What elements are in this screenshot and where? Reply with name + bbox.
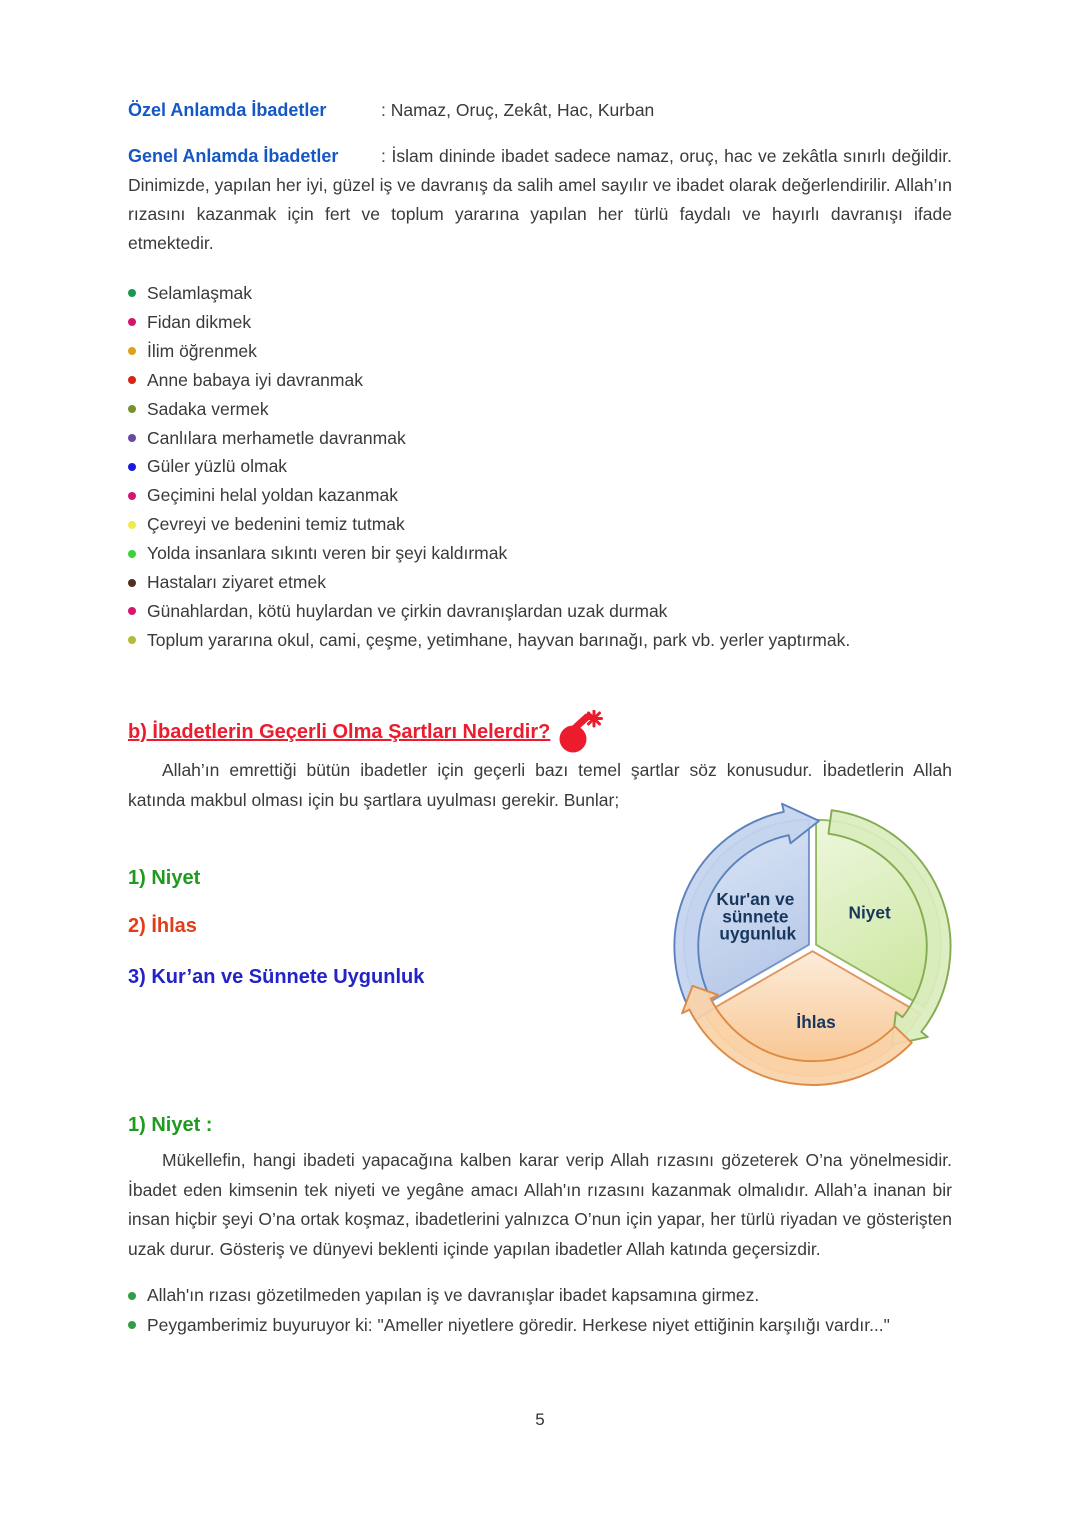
list-item — [128, 366, 958, 395]
bullet-icon — [128, 492, 136, 500]
bullet-icon — [128, 318, 136, 326]
list-item-text: Çevreyi ve bedenini temiz tutmak — [147, 514, 405, 535]
definition-ozel-label: Özel Anlamda İbadetler — [128, 100, 327, 120]
list-item — [128, 1281, 968, 1311]
list-item — [128, 337, 958, 366]
bullet-icon — [128, 1321, 136, 1329]
section-b-heading: b) İbadetlerin Geçerli Olma Şartları Nelerdir? — [128, 720, 551, 743]
worship-conditions-cycle-diagram — [634, 766, 991, 1123]
list-item-text: Günahlardan, kötü huylardan ve çirkin davranışlardan uzak durmak — [147, 600, 668, 621]
condition-item-ihlas: 2) İhlas — [128, 915, 197, 937]
list-item-text: Geçimini helal yoldan kazanmak — [147, 485, 398, 506]
bullet-icon — [128, 434, 136, 442]
bullet-icon — [128, 579, 136, 587]
bullet-icon — [128, 636, 136, 644]
list-item-text: Fidan dikmek — [147, 311, 252, 332]
list-item-text: Peygamberimiz buyuruyor ki: "Ameller niyetlere göredir. Herkese niyet ettiğinin karşılığı vardır..." — [147, 1314, 890, 1335]
list-item — [128, 626, 958, 655]
definition-ozel — [128, 96, 952, 125]
bullet-icon — [128, 289, 136, 297]
diagram-label-ihlas: İhlas — [796, 1011, 836, 1032]
niyet-section-heading: 1) Niyet : — [128, 1114, 213, 1136]
bullet-icon — [128, 463, 136, 471]
list-item-text: Hastaları ziyaret etmek — [147, 572, 326, 593]
bullet-icon — [128, 405, 136, 413]
niyet-section-body: Mükellefin, hangi ibadeti yapacağına kalben karar verip Allah rızasını gözeterek O’na yönelmesidir. İbadet eden kimsenin tek niyeti ve yegâne amacı Allah'ın rızasını kazanmak olmalıdır. Allah’a inanan bir insan hiçbir şeyi O’na ortak koşmaz, ibadetlerini yalnızca O’nun için yapar, her türlü riyadan ve gösterişten uzak durur. Gösteriş ve dünyevi beklenti içinde yapılan ibadetler Allah katında geçersizdir. — [128, 1150, 952, 1259]
bullet-icon — [128, 550, 136, 558]
bullet-icon — [128, 376, 136, 384]
bomb-icon — [558, 710, 604, 754]
list-item-text: Canlılara merhametle davranmak — [147, 427, 406, 448]
list-item-text: Toplum yararına okul, cami, çeşme, yetimhane, hayvan barınağı, park vb. yerler yaptırmak. — [147, 629, 851, 650]
list-item — [128, 279, 958, 308]
list-item — [128, 568, 958, 597]
list-item-text: Selamlaşmak — [147, 283, 253, 303]
list-item-text: Anne babaya iyi davranmak — [147, 369, 363, 390]
bullet-icon — [128, 1292, 136, 1300]
list-item — [128, 395, 958, 424]
list-item-text: Allah'ın rızası gözetilmeden yapılan iş ve davranışlar ibadet kapsamına girmez. — [147, 1285, 760, 1305]
list-item — [128, 510, 958, 539]
diagram-label-kuran-sunnete-uygunluk: Kur'an ve sünnete uygunluk — [716, 889, 797, 944]
page-number: 5 — [535, 1410, 545, 1429]
list-item — [128, 452, 958, 481]
good-deeds-list — [128, 279, 958, 655]
list-item — [128, 1311, 968, 1341]
list-item-text: Sadaka vermek — [147, 398, 269, 419]
list-item — [128, 597, 958, 626]
list-item-text: İlim öğrenmek — [147, 340, 257, 361]
bullet-icon — [128, 347, 136, 355]
section-b-heading-row — [128, 710, 604, 754]
list-item — [128, 481, 958, 510]
bullet-icon — [128, 607, 136, 615]
definition-genel-label: Genel Anlamda İbadetler — [128, 146, 339, 166]
condition-item-niyet: 1) Niyet — [128, 867, 201, 889]
definition-genel — [128, 142, 952, 258]
bullet-icon — [128, 521, 136, 529]
definition-ozel-text: : Namaz, Oruç, Zekât, Hac, Kurban — [381, 100, 655, 120]
diagram-label-niyet: Niyet — [848, 902, 891, 923]
list-item-text: Yolda insanlara sıkıntı veren bir şeyi kaldırmak — [147, 543, 508, 564]
list-item — [128, 424, 958, 453]
list-item — [128, 539, 958, 568]
condition-item-kuran-sunnet: 3) Kur’an ve Sünnete Uygunluk — [128, 966, 425, 988]
list-item — [128, 308, 958, 337]
section-b-intro: Allah’ın emrettiği bütün ibadetler için geçerli bazı temel şartlar söz konusudur. İbadetlerin Allah katında makbul olması için bu şartlara uyulması gerekir. Bunlar; — [128, 760, 952, 810]
niyet-bullet-list — [128, 1281, 968, 1340]
definition-genel-text: : İslam dininde ibadet sadece namaz, oruç, hac ve zekâtla sınırlı değildir. Dinimizde, yapılan her iyi, güzel iş ve davranış da salih amel sayılır ve ibadet olarak değerlendirilir. Allah’ın rızasını kazanmak için fert ve toplum yararına yapılan her türlü faydalı ve hayırlı davranışı ifade etmektedir. — [128, 146, 952, 253]
list-item-text: Güler yüzlü olmak — [147, 456, 288, 477]
